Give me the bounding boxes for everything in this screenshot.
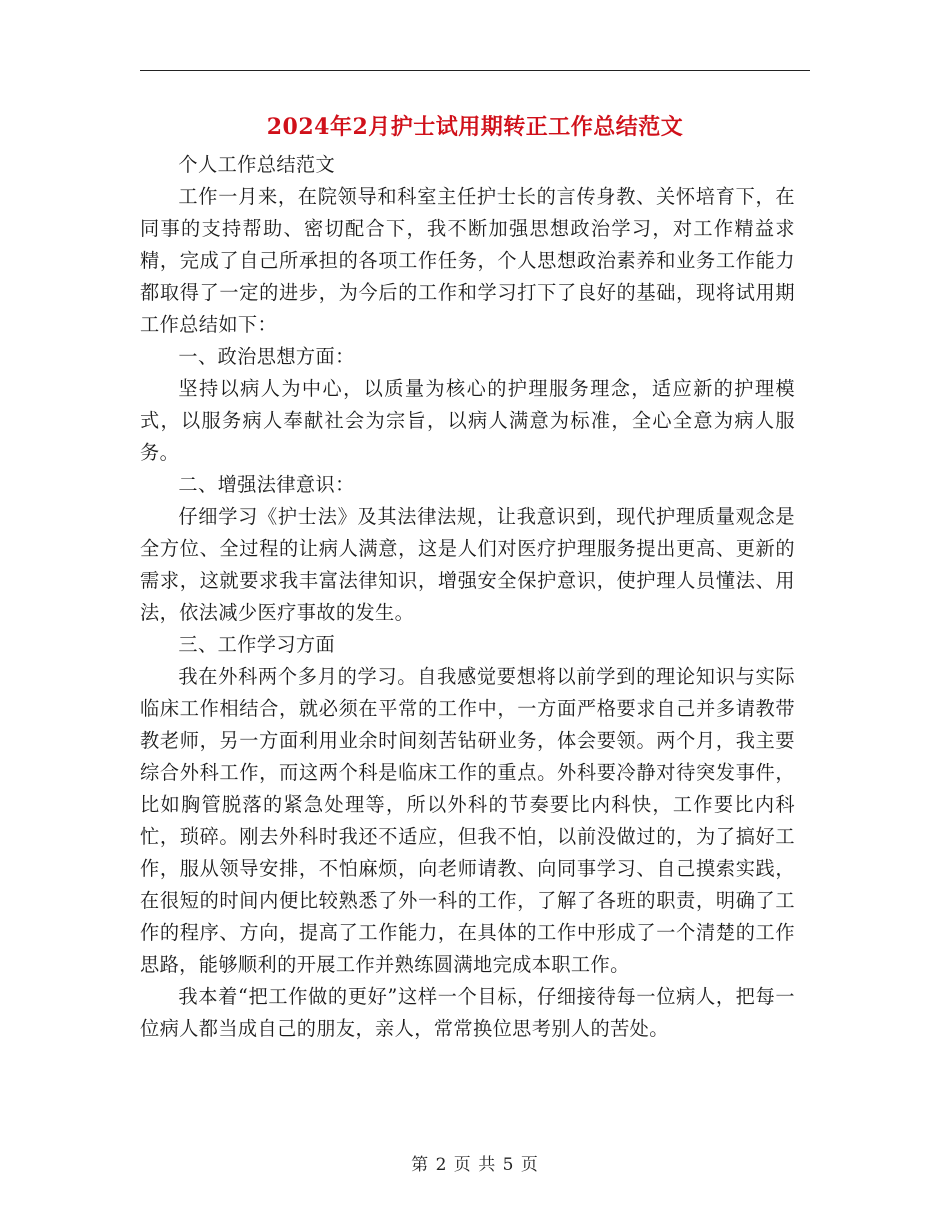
section-heading-political: 一、政治思想方面： (178, 345, 355, 368)
paragraph-political: 坚持以病人为中心，以质量为核心的护理服务理念，适应新的护理模式，以服务病人奉献社会为宗旨，以病人满意为标准，全心全意为病人服务。 (140, 377, 795, 464)
document-title: 2024年2月护士试用期转正工作总结范文 (266, 114, 684, 140)
document-body (140, 149, 795, 1045)
section-heading-work-study: 三、工作学习方面 (178, 633, 336, 656)
paragraph-work-study: 我在外科两个多月的学习。自我感觉要想将以前学到的理论知识与实际临床工作相结合，就必须在平常的工作中，一方面严格要求自己并多请教带教老师，另一方面利用业余时间刻苦钻研业务，体会要领。两个月，我主要综合外科工作，而这两个科是临床工作的重点。外科要冷静对待突发事件，比如胸管脱落的紧急处理等，所以外科的节奏要比内科快，工作要比内科忙，琐碎。刚去外科时我还不适应，但我不怕，以前没做过的，为了搞好工作，服从领导安排，不怕麻烦，向老师请教、向同事学习、自己摸索实践，在很短的时间内便比较熟悉了外一科的工作，了解了各班的职责，明确了工作的程序、方向，提高了工作能力，在具体的工作中形成了一个清楚的工作思路，能够顺利的开展工作并熟练圆满地完成本职工作。 (140, 665, 795, 976)
paragraph-goal: 我本着“把工作做的更好”这样一个目标，仔细接待每一位病人，把每一位病人都当成自己的朋友，亲人，常常换位思考别人的苦处。 (140, 985, 795, 1040)
page-number: 第 2 页 共 5 页 (411, 1155, 539, 1175)
header-rule (140, 70, 810, 71)
paragraph-subtitle: 个人工作总结范文 (178, 153, 336, 176)
paragraph-intro: 工作一月来，在院领导和科室主任护士长的言传身教、关怀培育下，在同事的支持帮助、密切配合下，我不断加强思想政治学习，对工作精益求精，完成了自己所承担的各项工作任务，个人思想政治素养和业务工作能力都取得了一定的进步，为今后的工作和学习打下了良好的基础，现将试用期工作总结如下： (140, 185, 795, 336)
section-heading-legal: 二、增强法律意识： (178, 473, 355, 496)
paragraph-legal: 仔细学习《护士法》及其法律法规，让我意识到，现代护理质量观念是全方位、全过程的让病人满意，这是人们对医疗护理服务提出更高、更新的需求，这就要求我丰富法律知识，增强安全保护意识，使护理人员懂法、用法，依法减少医疗事故的发生。 (140, 505, 795, 624)
